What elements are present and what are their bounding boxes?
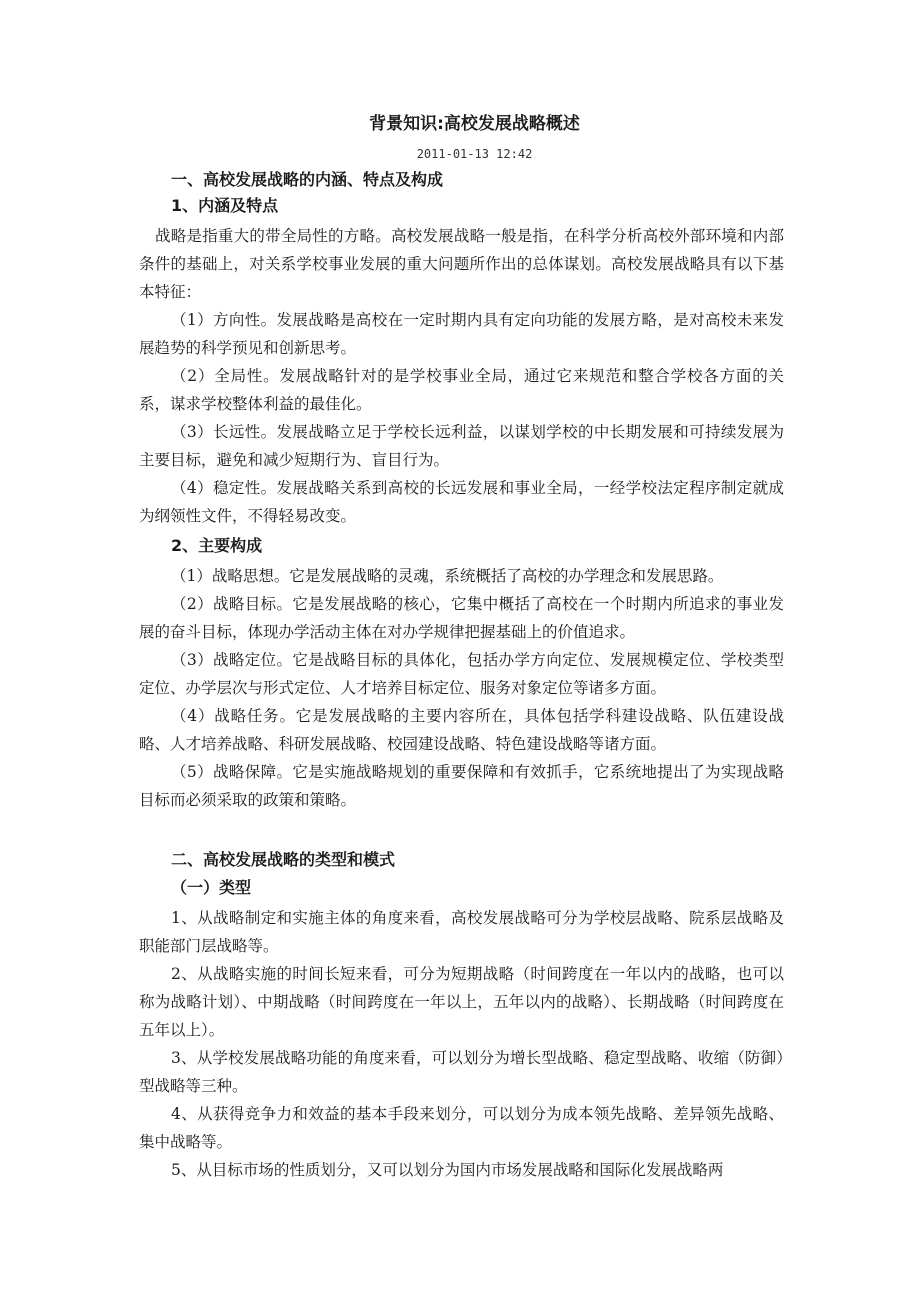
paragraph-feature-3: （3）长远性。发展战略立足于学校长远利益，以谋划学校的中长期发展和可持续发展为主要目标，避免和减少短期行为、盲目行为。 — [139, 423, 784, 469]
paragraph-type-2: 2、从战略实施的时间长短来看，可分为短期战略（时间跨度在一年以内的战略，也可以称为战略计划）、中期战略（时间跨度在一年以上，五年以内的战略）、长期战略（时间跨度在五年以上）。 — [139, 965, 784, 1039]
paragraph-intro: 战略是指重大的带全局性的方略。高校发展战略一般是指，在科学分析高校外部环境和内部条件的基础上，对关系学校事业发展的重大问题所作出的总体谋划。高校发展战略具有以下基本特征： — [139, 227, 784, 301]
paragraph-type-1: 1、从战略制定和实施主体的角度来看，高校发展战略可分为学校层战略、院系层战略及职能部门层战略等。 — [139, 909, 784, 955]
document-title: 背景知识:高校发展战略概述 — [369, 114, 580, 134]
paragraph-type-3: 3、从学校发展战略功能的角度来看，可以划分为增长型战略、稳定型战略、收缩（防御）型战略等三种。 — [139, 1049, 784, 1095]
paragraph-feature-4: （4）稳定性。发展战略关系到高校的长远发展和事业全局，一经学校法定程序制定就成为纲领性文件，不得轻易改变。 — [139, 479, 784, 525]
paragraph-type-5: 5、从目标市场的性质划分，又可以划分为国内市场发展战略和国际化发展战略两 — [171, 1161, 724, 1179]
document-date: 2011-01-13 12:42 — [416, 147, 533, 161]
paragraph-feature-1: （1）方向性。发展战略是高校在一定时期内具有定向功能的发展方略，是对高校未来发展趋势的科学预见和创新思考。 — [139, 311, 784, 357]
paragraph-type-4: 4、从获得竞争力和效益的基本手段来划分，可以划分为成本领先战略、差异领先战略、集中战略等。 — [139, 1105, 784, 1151]
paragraph-feature-2: （2）全局性。发展战略针对的是学校事业全局，通过它来规范和整合学校各方面的关系，谋求学校整体利益的最佳化。 — [139, 367, 784, 413]
paragraph-component-1: （1）战略思想。它是发展战略的灵魂，系统概括了高校的办学理念和发展思路。 — [171, 567, 724, 585]
section-2-1-heading: （一）类型 — [171, 878, 252, 897]
paragraph-component-5: （5）战略保障。它是实施战略规划的重要保障和有效抓手，它系统地提出了为实现战略目标而必须采取的政策和策略。 — [139, 763, 784, 809]
document-page — [139, 112, 784, 1184]
paragraph-component-4: （4）战略任务。它是发展战略的主要内容所在，具体包括学科建设战略、队伍建设战略、人才培养战略、科研发展战略、校园建设战略、特色建设战略等诸方面。 — [139, 707, 784, 753]
section-1-heading: 一、高校发展战略的内涵、特点及构成 — [171, 170, 444, 189]
paragraph-component-3: （3）战略定位。它是战略目标的具体化，包括办学方向定位、发展规模定位、学校类型定位、办学层次与形式定位、人才培养目标定位、服务对象定位等诸多方面。 — [139, 651, 784, 697]
section-1-2-heading: 2、主要构成 — [171, 536, 263, 555]
section-1-1-heading: 1、内涵及特点 — [171, 196, 279, 215]
paragraph-component-2: （2）战略目标。它是发展战略的核心，它集中概括了高校在一个时期内所追求的事业发展的奋斗目标，体现办学活动主体在对办学规律把握基础上的价值追求。 — [139, 595, 784, 641]
section-2-heading: 二、高校发展战略的类型和模式 — [171, 850, 396, 869]
